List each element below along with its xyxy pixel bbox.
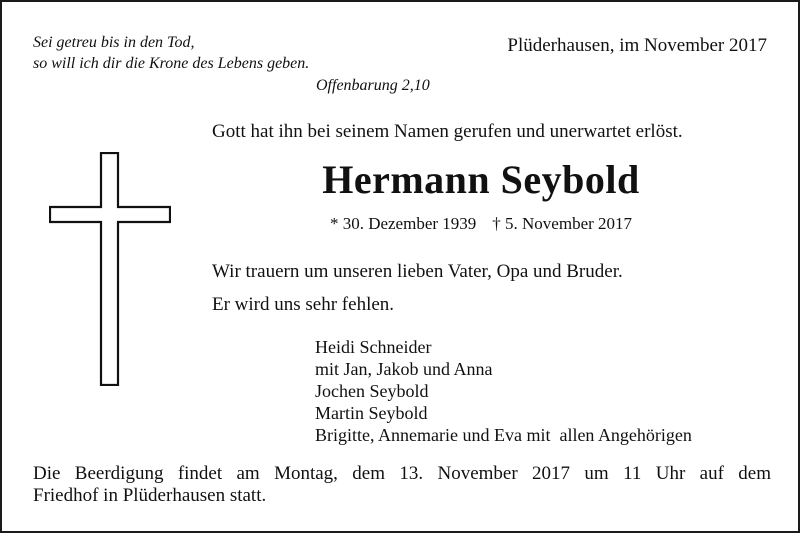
funeral-line-1: Die Beerdigung findet am Montag, dem 13. November 2017 um 11 Uhr auf dem <box>33 463 771 484</box>
family-member: mit Jan, Jakob und Anna <box>315 359 493 379</box>
family-member: Heidi Schneider <box>315 337 432 357</box>
death-date: † 5. November 2017 <box>492 214 633 233</box>
intro-text: Gott hat ihn bei seinem Namen gerufen und unerwartet erlöst. <box>212 121 683 142</box>
verse-line-2: so will ich dir die Krone des Lebens geben. <box>33 55 310 72</box>
bible-verse <box>33 32 309 74</box>
funeral-info <box>33 463 771 507</box>
deceased-name: Hermann Seybold <box>322 157 640 202</box>
verse-line-1: Sei getreu bis in den Tod, <box>33 34 195 51</box>
mourning-text-1: Wir trauern um unseren lieben Vater, Opa und Bruder. <box>212 261 623 282</box>
place-date: Plüderhausen, im November 2017 <box>507 35 767 56</box>
family-list <box>315 336 692 446</box>
family-member: Brigitte, Annemarie und Eva mit allen Angehörigen <box>315 425 692 445</box>
life-dates <box>212 214 750 234</box>
mourning-text-2: Er wird uns sehr fehlen. <box>212 294 395 315</box>
family-member: Jochen Seybold <box>315 381 429 401</box>
family-member: Martin Seybold <box>315 403 428 423</box>
funeral-line-2: Friedhof in Plüderhausen statt. <box>33 485 267 506</box>
cross-icon <box>49 152 171 386</box>
verse-reference: Offenbarung 2,10 <box>316 77 430 94</box>
birth-date: * 30. Dezember 1939 <box>329 214 477 233</box>
